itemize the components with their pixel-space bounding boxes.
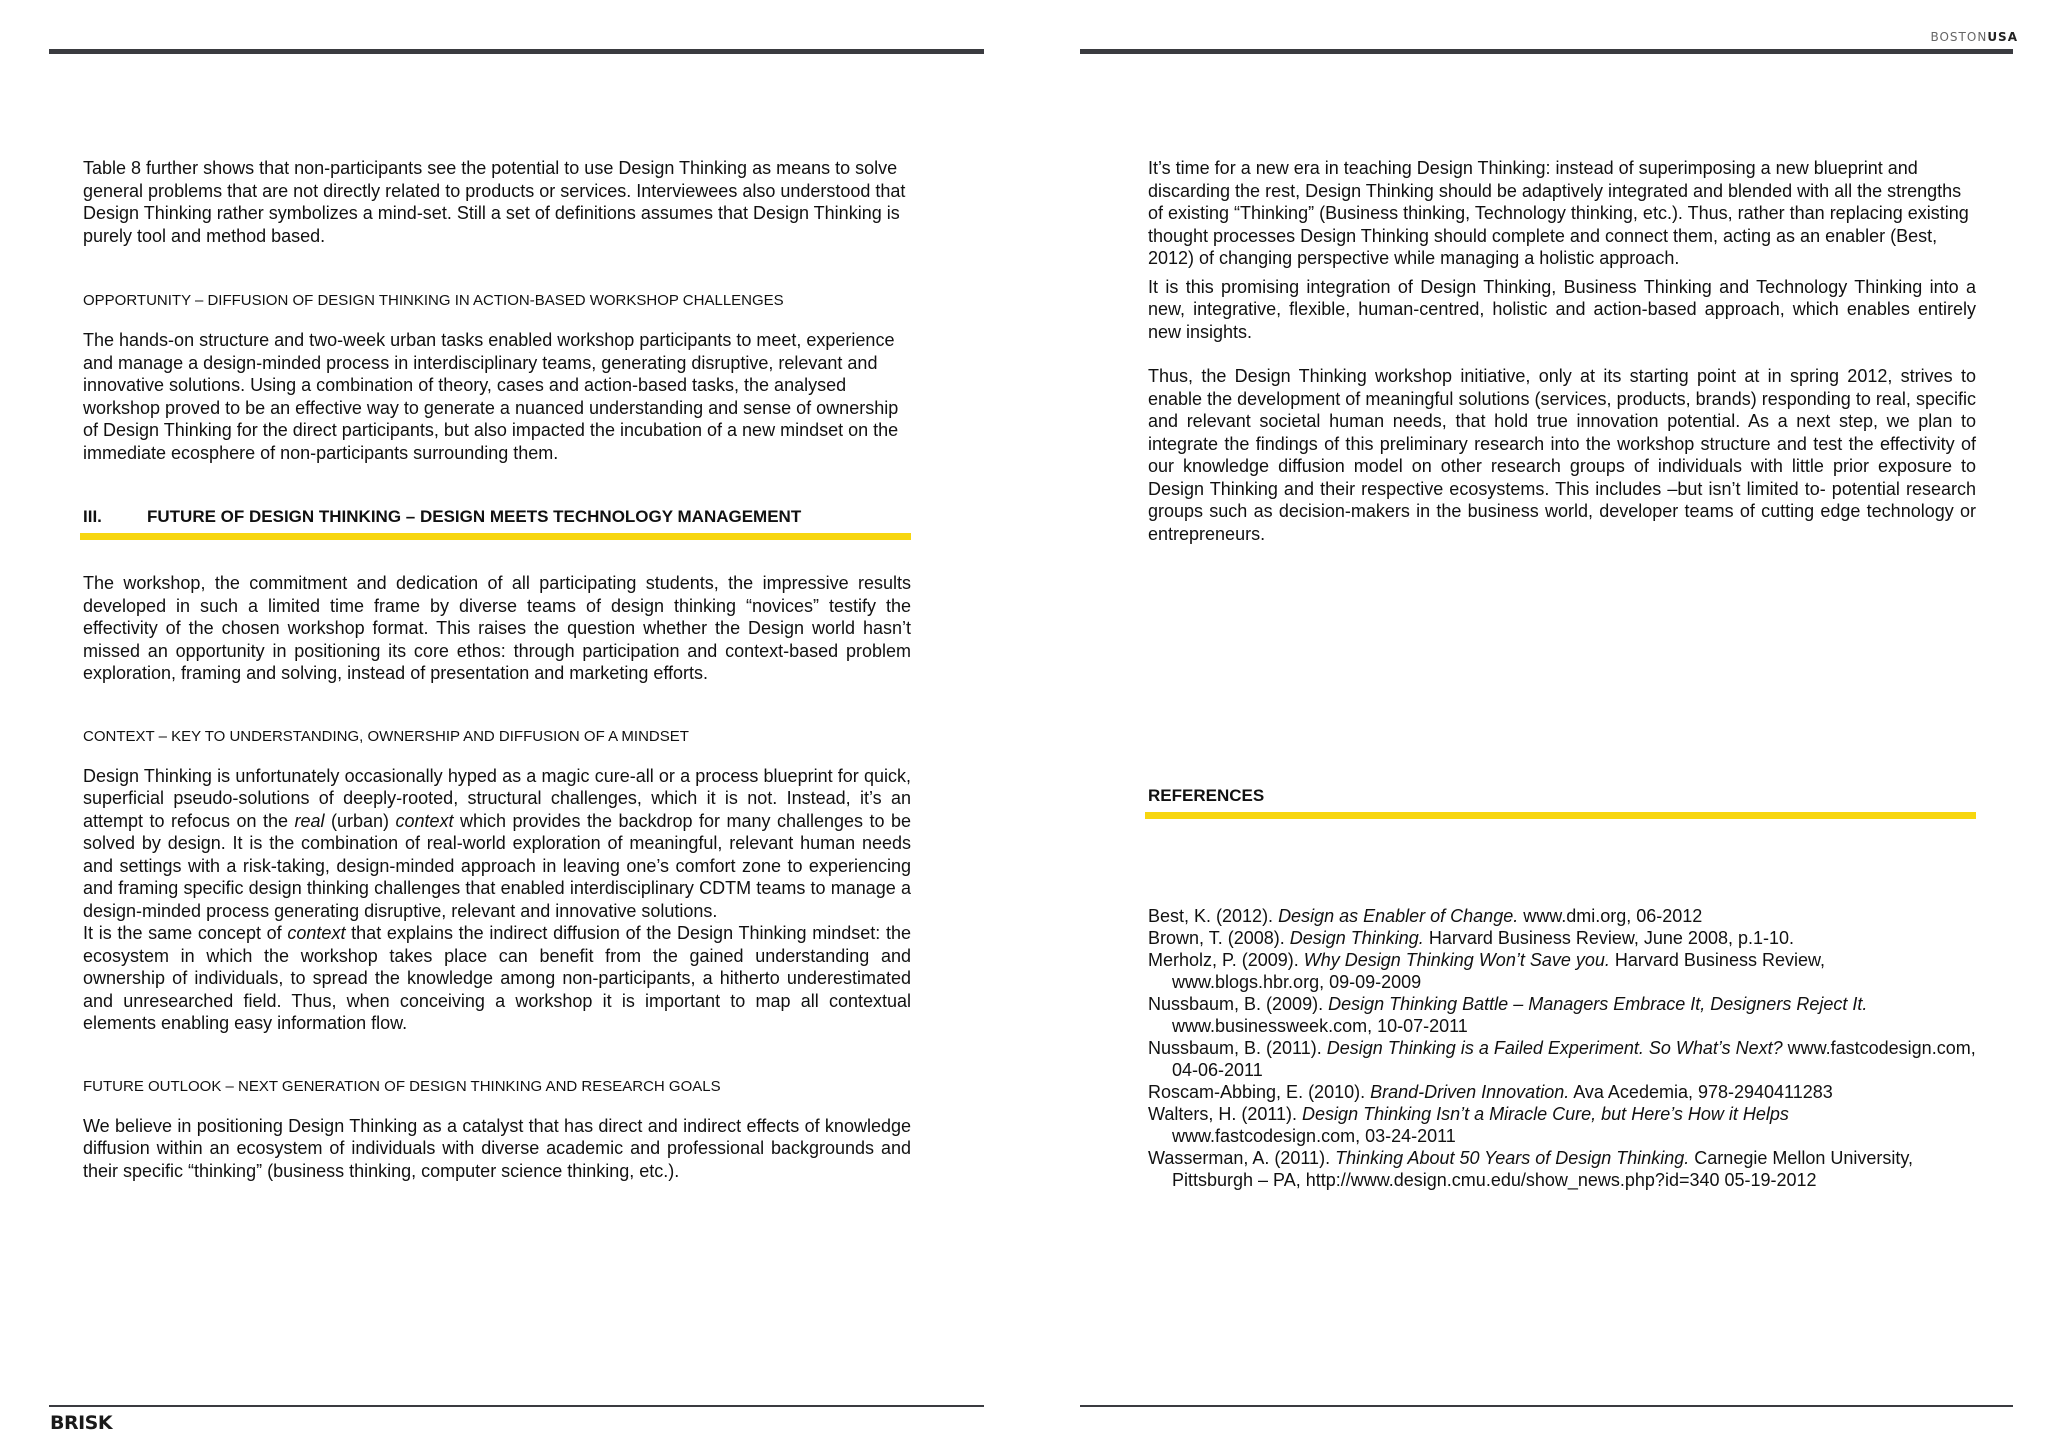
reference-author: Wasserman, A. (2011). — [1148, 1148, 1336, 1168]
reference-item — [1148, 1081, 1976, 1103]
reference-item — [1148, 1103, 1976, 1147]
paragraph-new-era: It’s time for a new era in teaching Design Thinking: instead of superimposing a new blueprint and discarding the rest, Design Thinking should be adaptively integrated and blended with all the strengths of existing “Thinking” (Business thinking, Technology thinking, etc.). Thus, rather than replacing existing thought processes Design Thinking should complete and connect them, acting as an enabler (Best, 2012) of changing perspective while managing a holistic approach. — [1148, 158, 1969, 268]
bottom-rule-right — [1080, 1405, 2013, 1407]
reference-item — [1148, 905, 1976, 927]
paragraph-design-thinking — [83, 765, 911, 923]
subheading-context: CONTEXT – KEY TO UNDERSTANDING, OWNERSHIP AND DIFFUSION OF A MINDSET — [83, 727, 689, 745]
reference-title: Brand-Driven Innovation. — [1370, 1082, 1570, 1102]
section-number: III. — [83, 507, 102, 526]
subheading-opportunity: OPPORTUNITY – DIFFUSION OF DESIGN THINKING IN ACTION-BASED WORKSHOP CHALLENGES — [83, 292, 784, 309]
paragraph-table8: Table 8 further shows that non-participants see the potential to use Design Thinking as means to solve general problems that are not directly related to products or services. Interviewees also understood that Design Thinking rather symbolizes a mind-set. Still a set of definitions assumes that Design Thinking is purely tool and method based. — [83, 158, 906, 246]
reference-item — [1148, 927, 1976, 949]
paragraph-we-believe: We believe in positioning Design Thinking as a catalyst that has direct and indirect effects of knowledge diffusion within an ecosystem of individuals with diverse academic and professional backgrounds and their specific “thinking” (business thinking, computer science thinking, etc.). — [83, 1115, 911, 1181]
emphasis-context: context — [395, 810, 454, 831]
paragraph-workshop: The workshop, the commitment and dedication of all participating students, the impressive results developed in such a limited time frame by diverse teams of design thinking “novices” testify the effectivity of the chosen workshop format. This raises the question whether the Design world hasn’t missed an opportunity in positioning its core ethos: through participation and context-based problem exploration, framing and solving, instead of presentation and marketing efforts. — [83, 573, 911, 683]
references-section — [1148, 785, 1976, 1191]
reference-source: Carnegie Mellon University, Pittsburgh – PA, http://www.design.cmu.edu/show_news.php?id=340 05-19-2012 — [1172, 1148, 1914, 1190]
header-brand-prefix: BOSTON — [1930, 30, 1988, 44]
paragraph-same-concept — [83, 922, 911, 1035]
reference-title: Design Thinking Isn’t a Miracle Cure, but Here’s How it Helps — [1302, 1104, 1789, 1124]
reference-source: www.businessweek.com, 10-07-2011 — [1172, 1016, 1468, 1036]
emphasis-real: real — [294, 810, 325, 831]
reference-source: Ava Acedemia, 978-2940411283 — [1569, 1082, 1833, 1102]
paragraph-same-concept-part1: It is the same concept of — [83, 923, 288, 943]
top-rule-left — [49, 49, 984, 54]
reference-author: Merholz, P. (2009). — [1148, 950, 1304, 970]
reference-title: Design Thinking. — [1289, 928, 1424, 948]
reference-item — [1148, 1037, 1976, 1081]
subheading-future-outlook: FUTURE OUTLOOK – NEXT GENERATION OF DESIGN THINKING AND RESEARCH GOALS — [83, 1077, 721, 1095]
top-rule-right — [1080, 49, 2013, 54]
references-list — [1148, 905, 1976, 1191]
paragraph-design-thinking-part2: (urban) — [324, 810, 396, 831]
emphasis-context-2: context — [287, 923, 346, 943]
section-heading-future — [80, 506, 911, 540]
section-title: FUTURE OF DESIGN THINKING – DESIGN MEETS TECHNOLOGY MANAGEMENT — [147, 507, 802, 526]
paragraph-design-thinking-part1: Design Thinking is unfortunately occasionally hyped as a magic cure-all or a process blueprint for quick, superficial pseudo-solutions of deeply-rooted, structural challenges, which it is not. Instead, it’s an attempt to refocus on the — [83, 765, 911, 831]
reference-title: Design Thinking Battle – Managers Embrace It, Designers Reject It. — [1328, 994, 1868, 1014]
reference-source: www.dmi.org, 06-2012 — [1518, 906, 1703, 926]
reference-author: Walters, H. (2011). — [1148, 1104, 1303, 1124]
references-heading: REFERENCES — [1145, 785, 1976, 819]
paragraph-same-concept-part2: that explains the indirect diffusion of the Design Thinking mindset: the ecosystem in which the workshop takes place can benefit from the gained understanding and ownership of individuals, to spread the knowledge among non-participants, a hitherto underestimated and unresearched field. Thus, when conceiving a workshop it is important to map all contextual elements enabling easy information flow. — [83, 923, 911, 1033]
reference-source: www.fastcodesign.com, 04-06-2011 — [1172, 1038, 1976, 1080]
reference-author: Brown, T. (2008). — [1148, 928, 1290, 948]
reference-author: Nussbaum, B. (2009). — [1148, 994, 1329, 1014]
reference-item — [1148, 949, 1976, 993]
reference-source: Harvard Business Review, www.blogs.hbr.org, 09-09-2009 — [1172, 950, 1825, 992]
reference-title: Design Thinking is a Failed Experiment. So What’s Next? — [1326, 1038, 1783, 1058]
reference-source: www.fastcodesign.com, 03-24-2011 — [1172, 1126, 1456, 1146]
reference-item — [1148, 993, 1976, 1037]
reference-title: Thinking About 50 Years of Design Thinking. — [1335, 1148, 1690, 1168]
left-column — [83, 157, 911, 1182]
reference-author: Nussbaum, B. (2011). — [1148, 1038, 1327, 1058]
right-column — [1148, 157, 1976, 545]
reference-item — [1148, 1147, 1976, 1191]
paragraph-design-thinking-part3: which provides the backdrop for many challenges to be solved by design. It is the combination of real-world exploration of meaningful, relevant human needs and settings with a risk-taking, design-minded approach in leaving one’s comfort zone to experiencing and framing specific design thinking challenges that enabled interdisciplinary CDTM teams to manage a design-minded process generating disruptive, relevant and innovative solutions. — [83, 810, 911, 921]
reference-author: Best, K. (2012). — [1148, 906, 1279, 926]
footer-brand-logo: BRISK — [50, 1412, 113, 1434]
header-brand-suffix: USA — [1987, 30, 2018, 44]
paragraph-integration: It is this promising integration of Design Thinking, Business Thinking and Technology Thinking into a new, integrative, flexible, human-centred, holistic and action-based approach, which enables entirely new insights. — [1148, 276, 1976, 342]
reference-author: Roscam-Abbing, E. (2010). — [1148, 1082, 1371, 1102]
paragraph-hands-on: The hands-on structure and two-week urban tasks enabled workshop participants to meet, experience and manage a design-minded process in interdisciplinary teams, generating disruptive, relevant and innovative solutions. Using a combination of theory, cases and action-based tasks, the analysed workshop proved to be an effective way to generate a nuanced understanding and sense of ownership of Design Thinking for the direct participants, but also impacted the incubation of a new mindset on the immediate ecosphere of non-participants surrounding them. — [83, 330, 899, 463]
reference-title: Why Design Thinking Won’t Save you. — [1303, 950, 1610, 970]
bottom-rule-left — [49, 1405, 984, 1407]
reference-title: Design as Enabler of Change. — [1278, 906, 1519, 926]
reference-source: Harvard Business Review, June 2008, p.1-10. — [1423, 928, 1795, 948]
header-brand — [1930, 30, 2018, 44]
paragraph-initiative: Thus, the Design Thinking workshop initiative, only at its starting point at in spring 2012, strives to enable the development of meaningful solutions (services, products, brands) responding to real, specific and relevant societal human needs, that hold true innovation potential. As a next step, we plan to integrate the findings of this preliminary research into the workshop structure and test the effectivity of our knowledge diffusion model on other research groups of individuals with little prior exposure to Design Thinking and their respective ecosystems. This includes –but isn’t limited to- potential research groups such as decision-makers in the business world, developer teams of cutting edge technology or entrepreneurs. — [1148, 366, 1976, 544]
